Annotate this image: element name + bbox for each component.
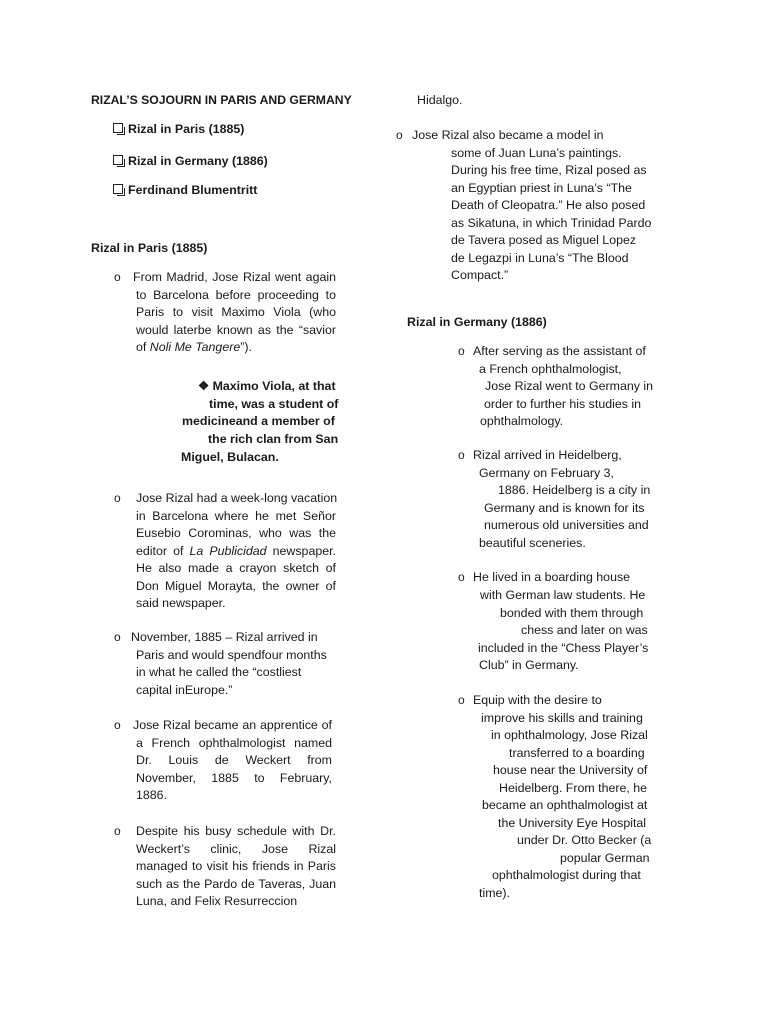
checkbox-icon bbox=[113, 155, 123, 165]
text-line: de Tavera posed as Miguel Lopez bbox=[451, 233, 637, 247]
text-span: Maximo Viola, at that bbox=[212, 379, 336, 393]
text-line: beautiful sceneries. bbox=[479, 536, 586, 550]
text-line: in what he called the “costliest bbox=[136, 665, 302, 679]
text-line: with German law students. He bbox=[480, 588, 646, 602]
text-span: ”). bbox=[240, 340, 252, 354]
text-span: newspaper. bbox=[266, 543, 337, 558]
text-line bbox=[198, 378, 336, 396]
text-line: the rich clan from San bbox=[208, 432, 339, 446]
text-line: to Barcelona before proceeding to bbox=[136, 287, 336, 302]
text-line: Paris to visit Maximo Viola (who bbox=[136, 305, 336, 319]
bullet-icon: o bbox=[114, 824, 121, 838]
text-line: as Sikatuna, in which Trinidad Pardo bbox=[451, 216, 652, 230]
text-line bbox=[136, 339, 336, 357]
text-line: house near the University of bbox=[493, 763, 648, 777]
text-span: editor of bbox=[136, 543, 190, 558]
text-line: Don Miguel Morayta, the owner of bbox=[136, 578, 336, 593]
section-heading-germany: Rizal in Germany (1886) bbox=[407, 315, 547, 329]
paragraph-barcelona bbox=[136, 490, 336, 613]
text-line: After serving as the assistant of bbox=[473, 344, 646, 358]
text-line: November, 1885 – Rizal arrived in bbox=[131, 630, 318, 644]
text-line: Paris and would spendfour months bbox=[136, 647, 327, 662]
text-line: improve his skills and training bbox=[481, 711, 643, 725]
text-line: would laterbe known as the “savior bbox=[136, 322, 336, 337]
text-line: in ophthalmology, Jose Rizal bbox=[491, 728, 648, 742]
text-line: Jose Rizal also became a model in bbox=[412, 128, 604, 142]
text-line: the University Eye Hospital bbox=[498, 816, 647, 830]
text-line: said newspaper. bbox=[136, 596, 226, 610]
text-line: Heidelberg. From there, he bbox=[499, 781, 648, 795]
text-line: order to further his studies in bbox=[484, 397, 642, 411]
checkbox-icon bbox=[113, 184, 123, 194]
text-line: Luna, and Felix Resurreccion bbox=[136, 894, 298, 908]
bullet-icon: o bbox=[396, 128, 403, 142]
text-line: Compact.” bbox=[451, 268, 509, 282]
text-line: Germany on February 3, bbox=[479, 466, 614, 480]
text-line: He lived in a boarding house bbox=[473, 570, 631, 584]
toc-label: Rizal in Germany (1886) bbox=[128, 154, 268, 168]
toc-item-germany bbox=[113, 153, 268, 171]
book-title: Noli Me Tangere bbox=[149, 340, 241, 354]
toc-label: Rizal in Paris (1885) bbox=[128, 122, 245, 136]
text-line: numerous old universities and bbox=[484, 518, 649, 532]
text-line: Eusebio Corominas, who was the bbox=[136, 526, 336, 540]
text-line: in Barcelona where he met Señor bbox=[136, 508, 336, 523]
bullet-icon: o bbox=[114, 491, 121, 505]
checkbox-icon bbox=[113, 123, 123, 133]
toc-item-blumentritt bbox=[113, 182, 257, 200]
bullet-icon: o bbox=[458, 344, 465, 358]
text-line: Jose Rizal became an apprentice of bbox=[133, 718, 332, 732]
text-line bbox=[136, 543, 336, 561]
text-line: bonded with them through bbox=[500, 606, 644, 620]
section-heading-paris: Rizal in Paris (1885) bbox=[91, 241, 208, 255]
text-line: medicineand a member of bbox=[182, 414, 335, 428]
text-line: Jose Rizal had a week-long vacation bbox=[136, 491, 338, 505]
text-line: November, 1885 to February, bbox=[136, 770, 332, 785]
paragraph-busy-schedule bbox=[136, 823, 336, 911]
paragraph-november bbox=[131, 629, 327, 699]
text-line: under Dr. Otto Becker (a bbox=[517, 833, 652, 847]
text-line: Death of Cleopatra.” He also posed bbox=[451, 198, 646, 212]
text-line: Dr. Louis de Weckert from bbox=[136, 753, 332, 767]
text-line: Weckert’s clinic, Jose Rizal bbox=[136, 841, 336, 856]
text-line: included in the “Chess Player’s bbox=[478, 641, 649, 655]
text-line: 1886. Heidelberg is a city in bbox=[498, 483, 651, 497]
text-line: transferred to a boarding bbox=[509, 746, 645, 760]
text-line: Germany and is known for its bbox=[484, 501, 645, 515]
newspaper-title: La Publicidad bbox=[189, 543, 267, 558]
text-line: ophthalmology. bbox=[480, 414, 564, 428]
text-line: During his free time, Rizal posed as bbox=[451, 163, 647, 177]
text-line: ophthalmologist during that bbox=[492, 868, 641, 882]
text-line: 1886. bbox=[136, 788, 168, 802]
text-line: Club” in Germany. bbox=[479, 658, 579, 672]
bullet-icon: o bbox=[114, 630, 121, 644]
text-line: managed to visit his friends in Paris bbox=[136, 859, 336, 873]
text-line: such as the Pardo de Taveras, Juan bbox=[136, 876, 336, 891]
bullet-icon: o bbox=[458, 570, 465, 584]
text-line: Equip with the desire to bbox=[473, 693, 602, 707]
text-line: He also made a crayon sketch of bbox=[136, 561, 336, 575]
text-line: Rizal arrived in Heidelberg, bbox=[473, 448, 622, 462]
text-line: popular German bbox=[560, 851, 650, 865]
bullet-icon: o bbox=[458, 448, 465, 462]
text-line: time). bbox=[479, 886, 510, 900]
text-line: Jose Rizal went to Germany in bbox=[485, 379, 654, 393]
bullet-icon: o bbox=[114, 718, 121, 732]
text-line: some of Juan Luna’s paintings. bbox=[451, 146, 622, 160]
text-line: Despite his busy schedule with Dr. bbox=[136, 824, 336, 838]
continuation-text: Hidalgo. bbox=[417, 93, 463, 107]
paragraph-madrid bbox=[133, 269, 336, 357]
text-line: From Madrid, Jose Rizal went again bbox=[133, 270, 336, 284]
paragraph-apprentice bbox=[133, 717, 332, 805]
bullet-icon: o bbox=[114, 270, 121, 284]
text-line: chess and later on was bbox=[521, 623, 648, 637]
diamond-bullet-icon: ❖ bbox=[198, 379, 210, 393]
text-span: of bbox=[136, 340, 150, 354]
text-line: capital inEurope.” bbox=[136, 682, 233, 697]
text-line: an Egyptian priest in Luna’s “The bbox=[451, 181, 632, 195]
text-line: a French ophthalmologist named bbox=[136, 735, 332, 750]
text-line: de Legazpi in Luna’s “The Blood bbox=[451, 251, 629, 265]
document-title: RIZAL’S SOJOURN IN PARIS AND GERMANY bbox=[91, 93, 352, 107]
bullet-icon: o bbox=[458, 693, 465, 707]
text-line: a French ophthalmologist, bbox=[479, 362, 622, 376]
toc-label: Ferdinand Blumentritt bbox=[128, 183, 258, 197]
text-line: became an ophthalmologist at bbox=[482, 798, 648, 812]
text-line: time, was a student of bbox=[209, 397, 339, 411]
text-line: Miguel, Bulacan. bbox=[181, 450, 279, 464]
toc-item-paris bbox=[113, 121, 244, 139]
